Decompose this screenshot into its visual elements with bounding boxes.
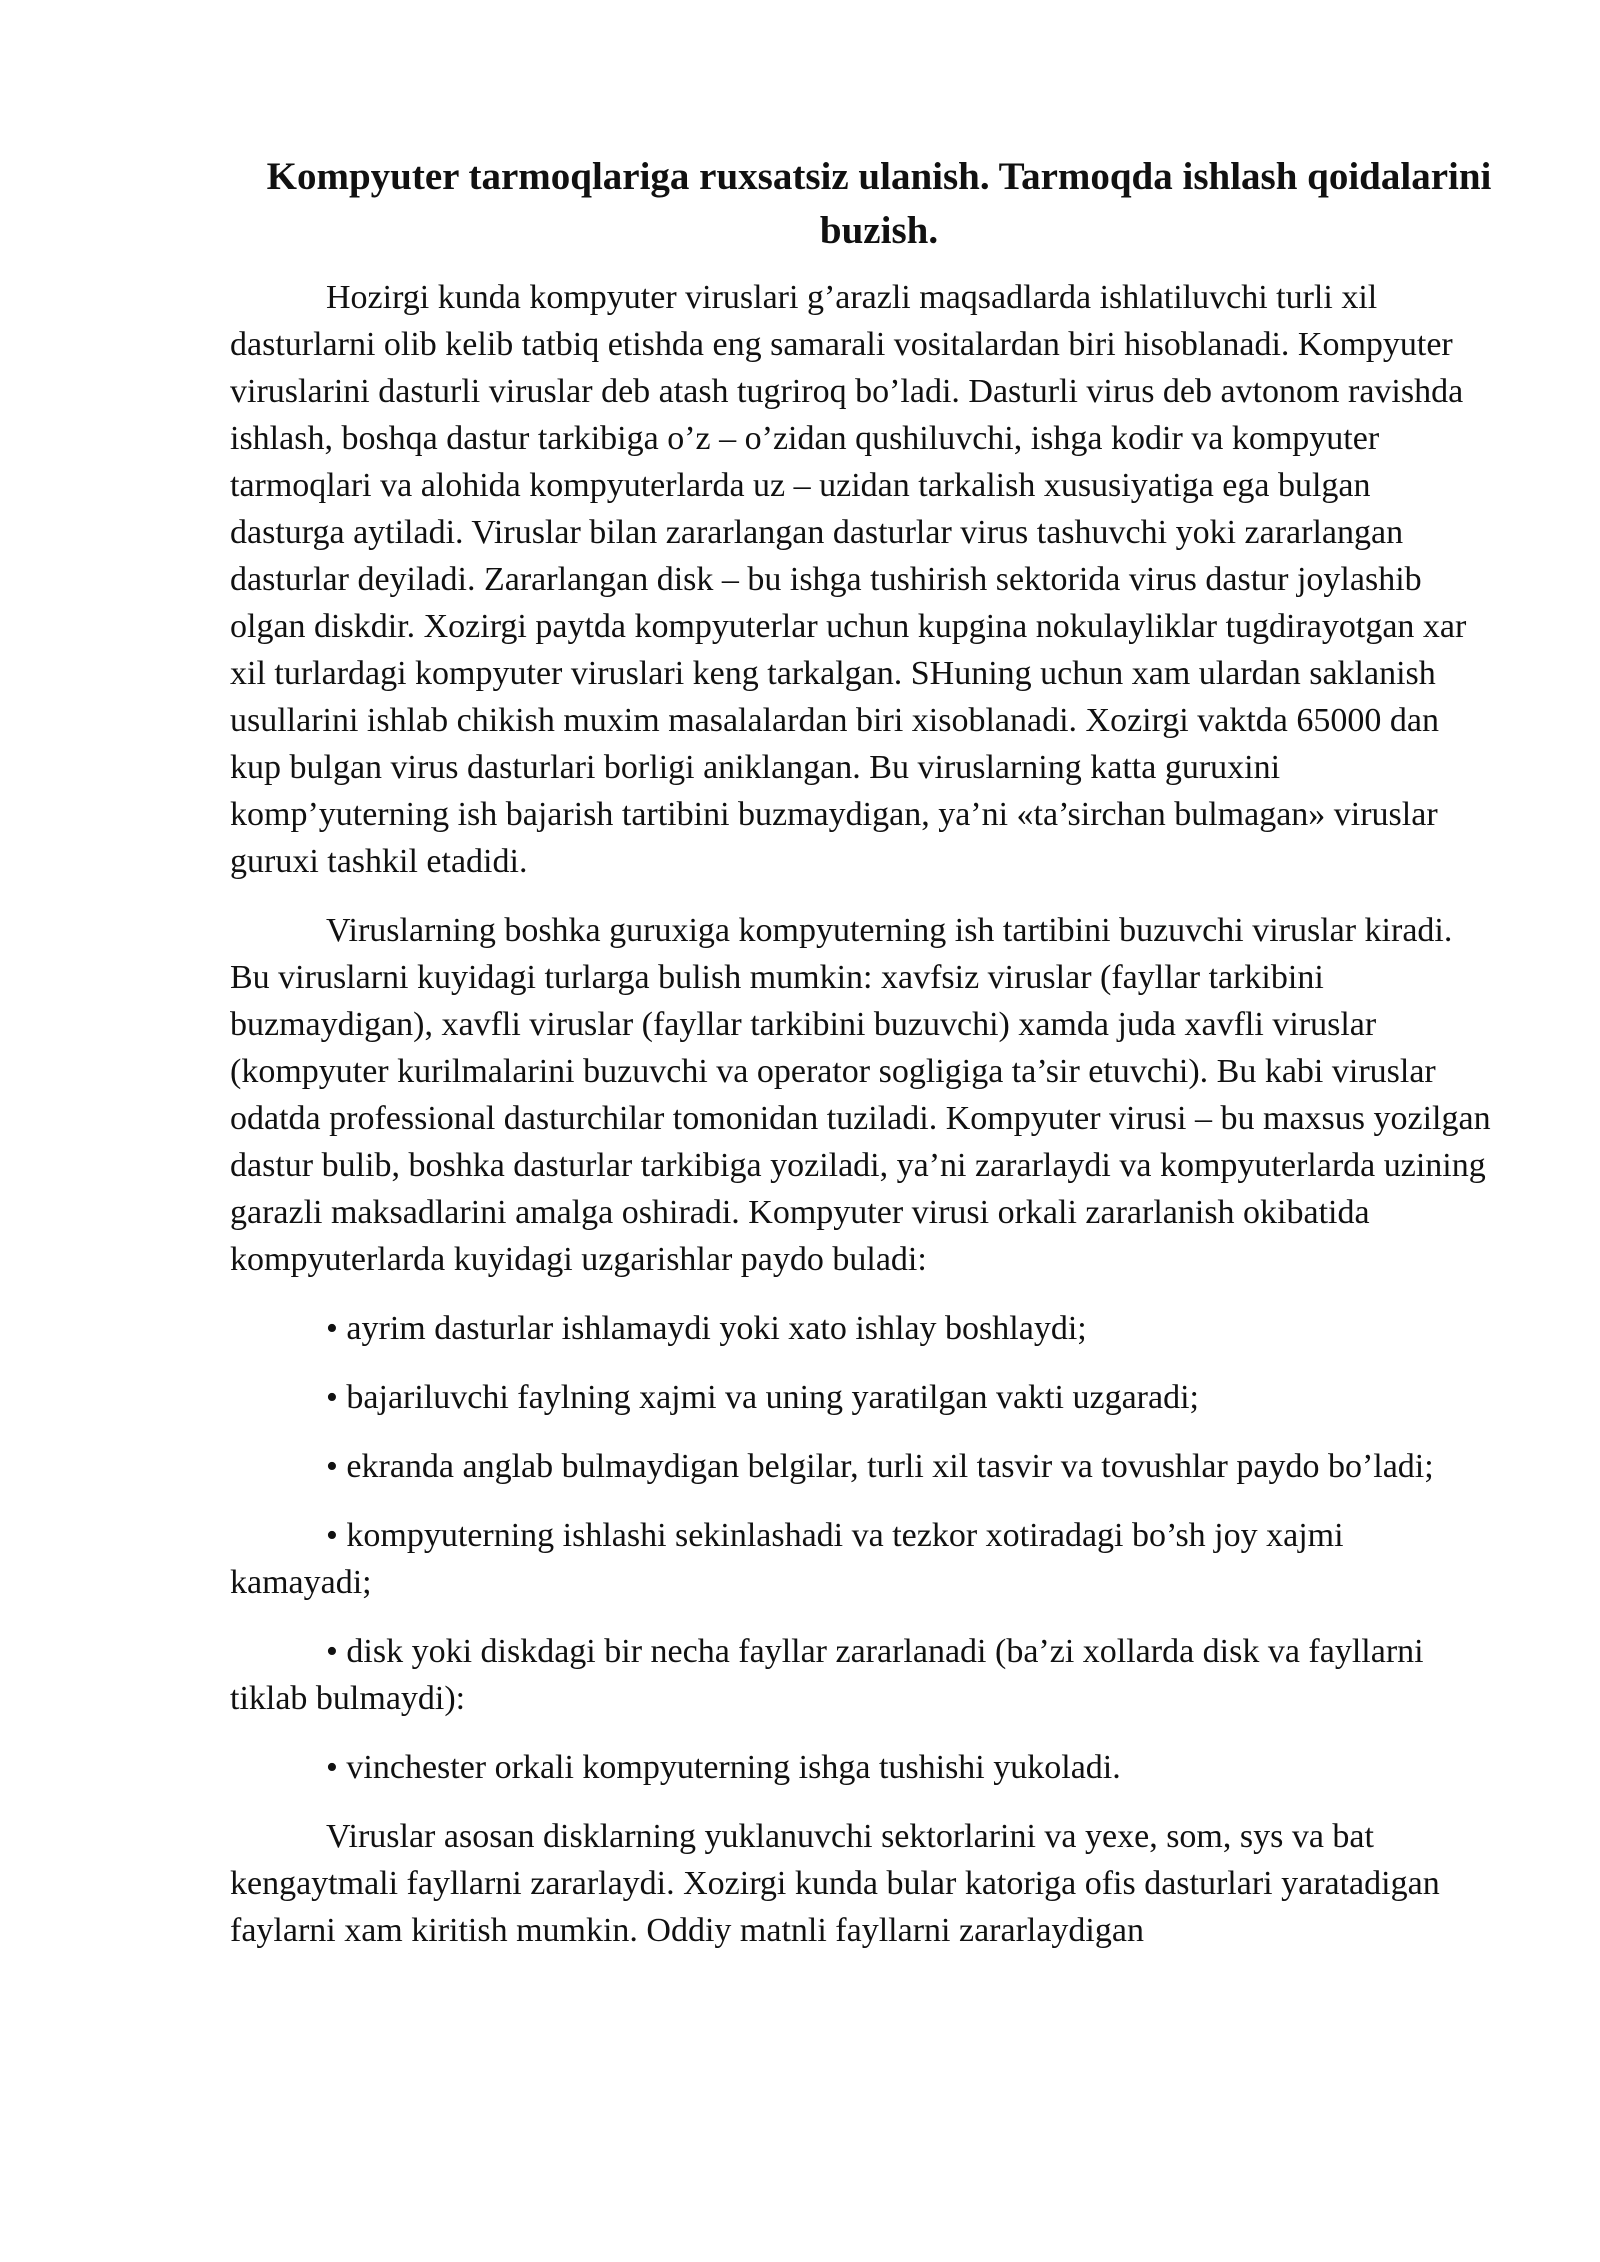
list-item: • kompyuterning ishlashi sekinlashadi va tezkor xotiradagi bo’sh joy xajmi kamayadi;	[230, 1517, 1344, 1601]
list-item: • ayrim dasturlar ishlamaydi yoki xato ishlay boshlaydi;	[326, 1310, 1087, 1347]
list-item: • ekranda anglab bulmaydigan belgilar, turli xil tasvir va tovushlar paydo bo’ladi;	[326, 1448, 1434, 1485]
paragraph-closing: Viruslar asosan disklarning yuklanuvchi sektorlarini va yexe, som, sys va bat kengaytmali fayllarni zararlaydi. Xozirgi kunda bular katoriga ofis dasturlari yaratadigan faylarni xam kiritish mumkin. Oddiy matnli fayllarni zararlaydigan	[230, 1818, 1440, 1949]
list-item: • bajariluvchi faylning xajmi va uning yaratilgan vakti uzgaradi;	[326, 1379, 1199, 1416]
document-page	[230, 150, 1492, 1976]
document-title: Kompyuter tarmoqlariga ruxsatsiz ulanish. Tarmoqda ishlash qoidalarini buzish.	[266, 155, 1492, 252]
paragraph-virus-groups: Viruslarning boshka guruxiga kompyuterning ish tartibini buzuvchi viruslar kiradi. Bu viruslarni kuyidagi turlarga bulish mumkin: xavfsiz viruslar (fayllar tarkibini buzmaydigan), xavfli viruslar (fayllar tarkibini buzuvchi) xamda juda xavfli viruslar (kompyuter kurilmalarini buzuvchi va operator sogligiga ta’sir etuvchi). Bu kabi viruslar odatda professional dasturchilar tomonidan tuziladi. Kompyuter virusi – bu maxsus yozilgan dastur bulib, boshka dasturlar tarkibiga yoziladi, ya’ni zararlaydi va kompyuterlarda uzining garazli maksadlarini amalga oshiradi. Kompyuter virusi orkali zararlanish okibatida kompyuterlarda kuyidagi uzgarishlar paydo buladi:	[230, 912, 1491, 1278]
list-item: • disk yoki diskdagi bir necha fayllar zararlanadi (ba’zi xollarda disk va fayllarni tiklab bulmaydi):	[230, 1633, 1424, 1717]
paragraph-intro: Hozirgi kunda kompyuter viruslari g’arazli maqsadlarda ishlatiluvchi turli xil dasturlarni olib kelib tatbiq etishda eng samarali vositalardan biri hisoblanadi. Kompyuter viruslarini dasturli viruslar deb atash tugriroq bo’ladi. Dasturli virus deb avtonom ravishda ishlash, boshqa dastur tarkibiga o’z – o’zidan qushiluvchi, ishga kodir va kompyuter tarmoqlari va alohida kompyuterlarda uz – uzidan tarkalish xususiyatiga ega bulgan dasturga aytiladi. Viruslar bilan zararlangan dasturlar virus tashuvchi yoki zararlangan dasturlar deyiladi. Zararlangan disk – bu ishga tushirish sektorida virus dastur joylashib olgan diskdir. Xozirgi paytda kompyuterlar uchun kupgina nokulayliklar tugdirayotgan xar xil turlardagi kompyuter viruslari keng tarkalgan. SHuning uchun xam ulardan saklanish usullarini ishlab chikish muxim masalalardan biri xisoblanadi. Xozirgi vaktda 65000 dan kup bulgan virus dasturlari borligi aniklangan. Bu viruslarning katta guruxini komp’yuterning ish bajarish tartibini buzmaydigan, ya’ni «ta’sirchan bulmagan» viruslar guruxi tashkil etadidi.	[230, 279, 1467, 880]
list-item: • vinchester orkali kompyuterning ishga tushishi yukoladi.	[326, 1749, 1121, 1786]
